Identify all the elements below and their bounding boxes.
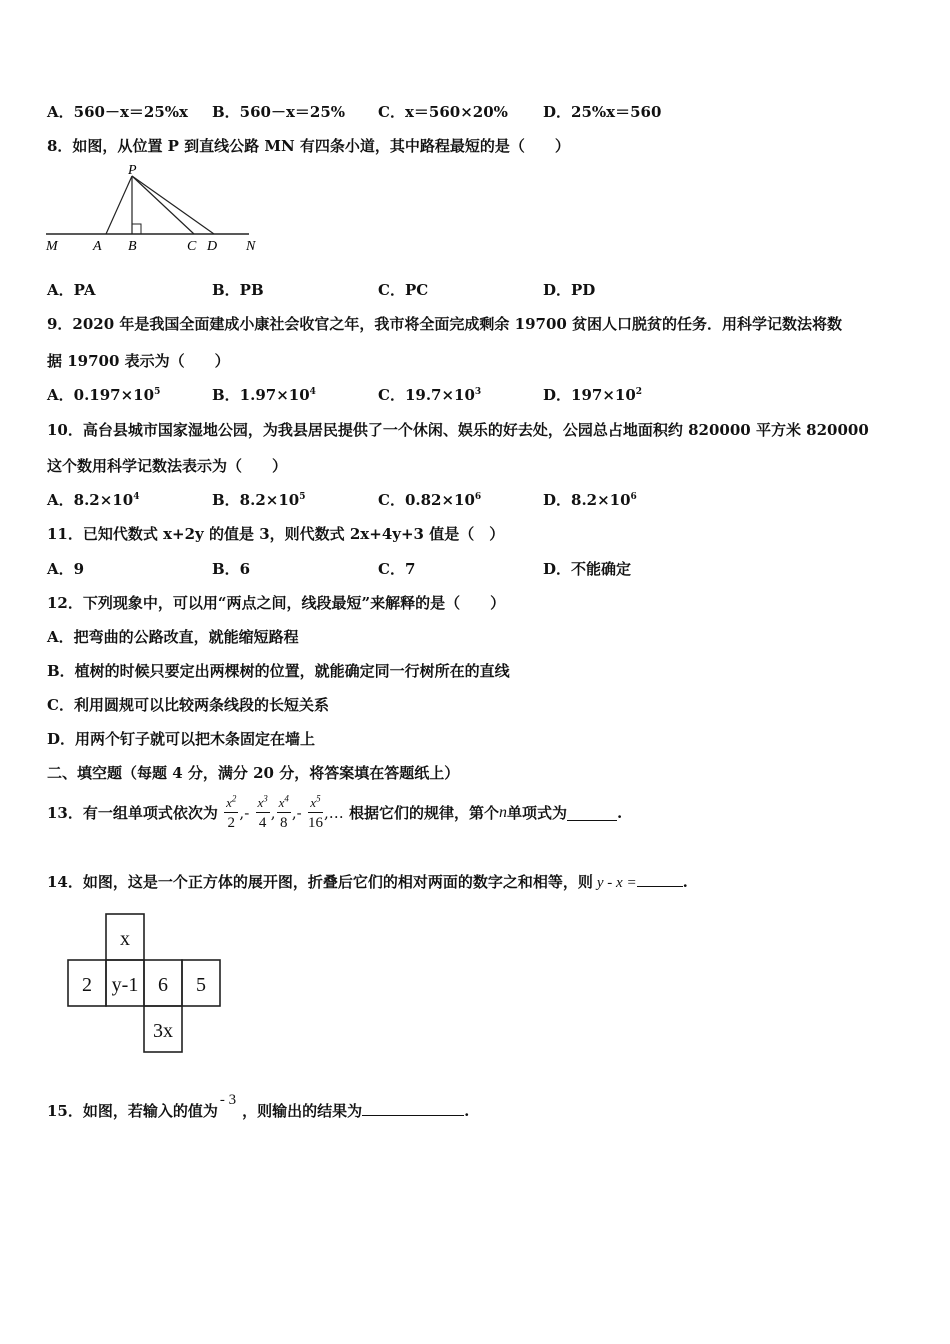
q15-stem: 15．如图，若输入的值为 bbox=[47, 1102, 218, 1120]
q10-option-c: C．$0.82\times 10^6$ bbox=[378, 491, 482, 509]
label-a: A bbox=[93, 239, 102, 254]
q7-option-a: A．560－x＝25%x bbox=[47, 103, 188, 121]
label-c: C bbox=[187, 239, 197, 254]
net-label-2: y-1 bbox=[111, 974, 139, 996]
q13-suffix: 单项式为 bbox=[506, 804, 567, 822]
label-p: P bbox=[128, 163, 137, 178]
section-heading: 二、填空题（每题 4 分，满分 20 分，将答案填在答题纸上） bbox=[47, 764, 460, 782]
net-label-3: 6 bbox=[158, 974, 168, 996]
q11-option-d: D．不能确定 bbox=[543, 560, 632, 578]
q8-option-b: B．PB bbox=[212, 281, 264, 299]
right-angle-mark bbox=[132, 224, 141, 234]
q13-prefix: 13．有一组单项式依次为 bbox=[47, 804, 218, 822]
q13-answer-blank bbox=[567, 806, 617, 821]
q13-fraction-4: $\frac{x^5}{16}$ bbox=[307, 793, 323, 831]
q13-middle: 根据它们的规律，第个 bbox=[348, 804, 499, 822]
q7-option-b: B．560－x＝25% bbox=[212, 103, 346, 121]
label-m: M bbox=[46, 239, 58, 254]
q14-line: 14．如图，这是一个正方体的展开图，折叠后它们的相对两面的数字之和相等，则 y - x = . bbox=[47, 873, 688, 891]
q9-option-a: A．$0.197\times 10^5$ bbox=[47, 386, 161, 404]
q9-stem-line2: 据 19700 表示为（ ） bbox=[47, 352, 230, 370]
q9-option-d: D．$197\times 10^2$ bbox=[543, 386, 643, 404]
q8-figure bbox=[44, 162, 269, 258]
q11-option-c: C．7 bbox=[378, 560, 416, 578]
q13-line: 13．有一组单项式依次为 $\frac{x^2}{2}$ ,- $\frac{x^3}{4}$ , $\frac{x^4}{8}$ ,- $\frac{x^5}{16}$ ,… 根据它们的规律，第个n单项式为 . bbox=[47, 793, 623, 831]
q10-option-a: A．$8.2\times 10^4$ bbox=[47, 491, 140, 509]
q7-option-d: D．25%x＝560 bbox=[543, 103, 662, 121]
label-d: D bbox=[207, 239, 218, 254]
net-label-4: 5 bbox=[196, 974, 206, 996]
q13-fraction-3: $\frac{x^4}{8}$ bbox=[278, 793, 289, 831]
q15-answer-blank bbox=[362, 1101, 464, 1116]
q11-stem: 11．已知代数式 x+2y 的值是 3，则代数式 2x+4y+3 值是（ ） bbox=[47, 525, 505, 543]
q14-stem: 14．如图，这是一个正方体的展开图，折叠后它们的相对两面的数字之和相等，则 bbox=[47, 873, 593, 891]
q10-stem-line1: 10．高台县城市国家湿地公园，为我县居民提供了一个休闲、娱乐的好去处，公园总占地面积约 820000 平方米 820000 bbox=[47, 421, 869, 439]
q13-fraction-2: $\frac{x^3}{4}$ bbox=[257, 793, 268, 831]
q12-option-d: D．用两个钉子就可以把木条固定在墙上 bbox=[47, 730, 316, 748]
q13-n: n bbox=[498, 804, 507, 821]
q8-stem: 8．如图，从位置 P 到直线公路 MN 有四条小道，其中路程最短的是（ ） bbox=[47, 137, 570, 155]
q8-option-c: C．PC bbox=[378, 281, 429, 299]
q11-option-b: B．6 bbox=[212, 560, 251, 578]
net-label-bottom: 3x bbox=[153, 1020, 173, 1042]
q9-option-b: B．$1.97\times 10^4$ bbox=[212, 386, 316, 404]
q10-option-d: D．$8.2\times 10^6$ bbox=[543, 491, 637, 509]
q15-suffix: ，则输出的结果为 bbox=[242, 1102, 363, 1120]
q10-option-b: B．$8.2\times 10^5$ bbox=[212, 491, 306, 509]
net-label-1: 2 bbox=[82, 974, 92, 996]
q9-option-c: C．$19.7\times 10^3$ bbox=[378, 386, 482, 404]
q14-answer-blank bbox=[637, 872, 683, 887]
q10-stem-line2: 这个数用科学记数法表示为（ ） bbox=[47, 457, 288, 475]
net-label-top: x bbox=[120, 928, 130, 950]
q14-cube-net bbox=[60, 908, 230, 1060]
label-n: N bbox=[246, 239, 256, 254]
q14-expr: y - x = bbox=[596, 875, 637, 891]
q15-line: 15．如图，若输入的值为- 3，则输出的结果为 . bbox=[47, 1092, 470, 1120]
q12-option-a: A．把弯曲的公路改直，就能缩短路程 bbox=[47, 628, 299, 646]
q12-option-b: B．植树的时候只要定出两棵树的位置，就能确定同一行树所在的直线 bbox=[47, 662, 510, 680]
q8-option-d: D．PD bbox=[543, 281, 596, 299]
q15-value: - 3 bbox=[219, 1092, 237, 1108]
path-pd bbox=[132, 176, 214, 234]
q12-option-c: C．利用圆规可以比较两条线段的长短关系 bbox=[47, 696, 329, 714]
q7-option-c: C．x＝560×20% bbox=[378, 103, 508, 121]
q12-stem: 12．下列现象中，可以用“两点之间，线段最短”来解释的是（ ） bbox=[47, 594, 506, 612]
q8-option-a: A．PA bbox=[47, 281, 96, 299]
q11-option-a: A．9 bbox=[47, 560, 85, 578]
path-pa bbox=[106, 176, 132, 234]
q13-fraction-1: $\frac{x^2}{2}$ bbox=[226, 793, 237, 831]
q9-stem-line1: 9．2020 年是我国全面建成小康社会收官之年，我市将全面完成剩余 19700 贫困人口脱贫的任务．用科学记数法将数 bbox=[47, 315, 843, 333]
label-b: B bbox=[128, 239, 137, 254]
